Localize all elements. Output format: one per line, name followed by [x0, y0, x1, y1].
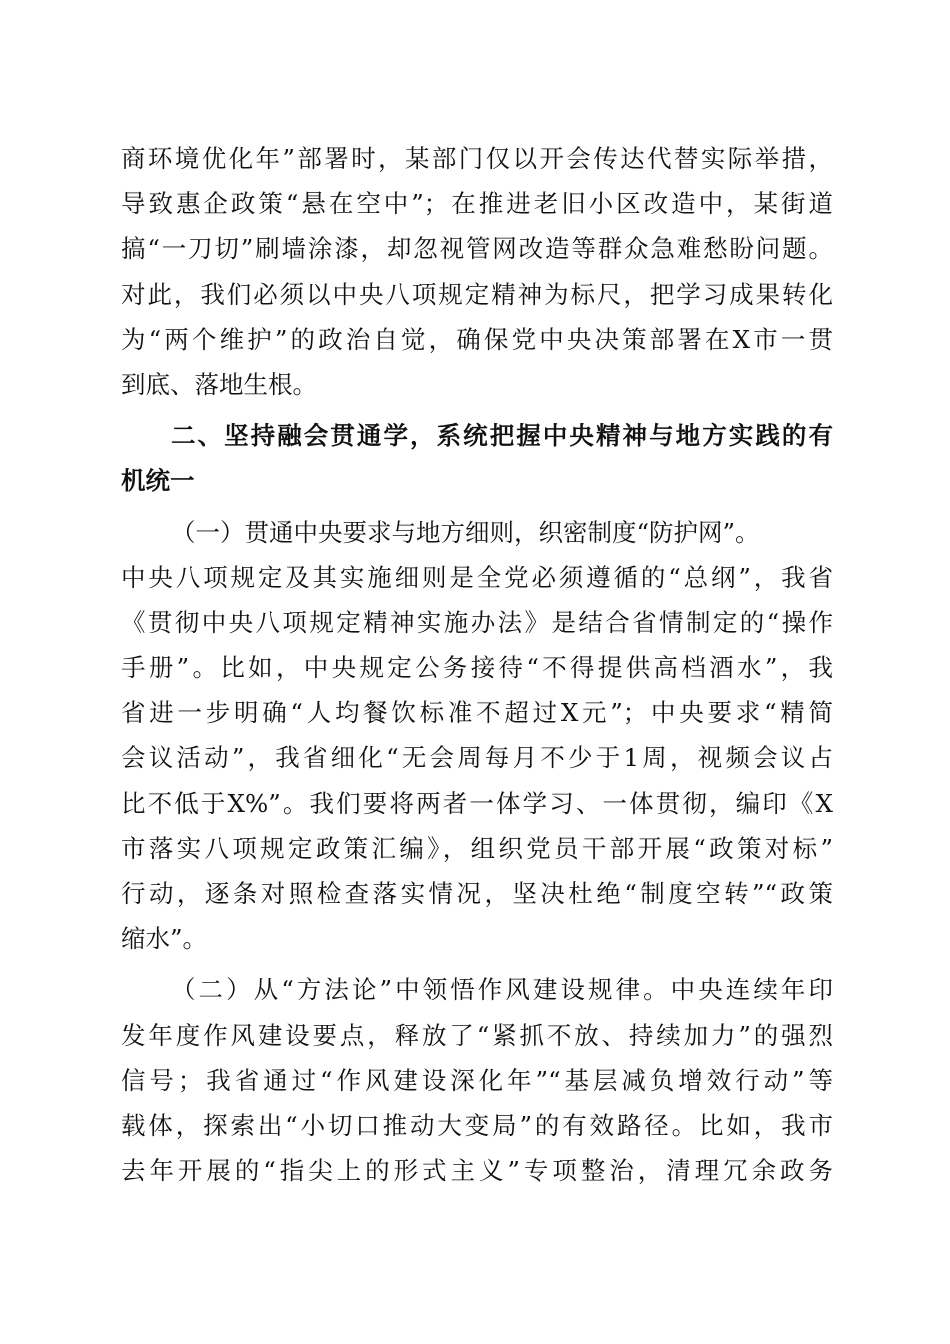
text-line: 行动，逐条对照检查落实情况，坚决杜绝“制度空转”“政策: [121, 879, 833, 908]
text-line: 搞“一刀切”刷墙涂漆，却忽视管网改造等群众急难愁盼问题。: [121, 234, 833, 264]
text-line: 会议活动”，我省细化“无会周每月不少于1周，视频会议占: [121, 743, 833, 773]
text-line: 比不低于X%”。我们要将两者一体学习、一体贯彻，编印《X: [121, 788, 833, 818]
subsection-two: [121, 967, 833, 1193]
text-line: 省进一步明确“人均餐饮标准不超过X元”；中央要求“精简: [121, 698, 833, 728]
text-line: 手册”。比如，中央规定公务接待“不得提供高档酒水”，我: [121, 653, 833, 683]
text-line: 载体，探索出“小切口推动大变局”的有效路径。比如，我市: [121, 1110, 833, 1140]
text-line: 市落实八项规定政策汇编》，组织党员干部开展“政策对标”: [121, 833, 833, 863]
subsection-one: [121, 510, 833, 962]
text-line: 《贯彻中央八项规定精神实施办法》是结合省情制定的“操作: [121, 607, 833, 637]
paragraph-intro-end: [121, 136, 833, 407]
subsection-title-line: （二）从“方法论”中领悟作风建设规律。中央连续年印: [171, 975, 833, 1005]
text-line: 到底、落地生根。: [121, 369, 317, 399]
heading-line: 二、坚持融会贯通学，系统把握中央精神与地方实践的有: [171, 421, 833, 451]
text-line: 为“两个维护”的政治自觉，确保党中央决策部署在X市一贯: [121, 324, 833, 354]
text-line: 商环境优化年”部署时，某部门仅以开会传达代替实际举措，: [121, 144, 833, 173]
document-body: [121, 136, 833, 1193]
text-line: 缩水”。: [121, 924, 208, 954]
subsection-title-line: （一）贯通中央要求与地方细则，织密制度“防护网”。: [171, 517, 760, 547]
text-line: 去年开展的“指尖上的形式主义”专项整治，清理冗余政务: [121, 1156, 833, 1186]
text-line: 导致惠企政策“悬在空中”；在推进老旧小区改造中，某街道: [121, 189, 833, 219]
text-line: 信号；我省通过“作风建设深化年”“基层减负增效行动”等: [121, 1065, 833, 1095]
heading-line: 机统一: [121, 466, 195, 496]
text-line: 中央八项规定及其实施细则是全党必须遵循的“总纲”，我省: [121, 562, 833, 592]
section-two-heading: [121, 413, 833, 503]
text-line: 对此，我们必须以中央八项规定精神为标尺，把学习成果转化: [121, 279, 833, 309]
text-line: 发年度作风建设要点，释放了“紧抓不放、持续加力”的强烈: [121, 1020, 833, 1050]
